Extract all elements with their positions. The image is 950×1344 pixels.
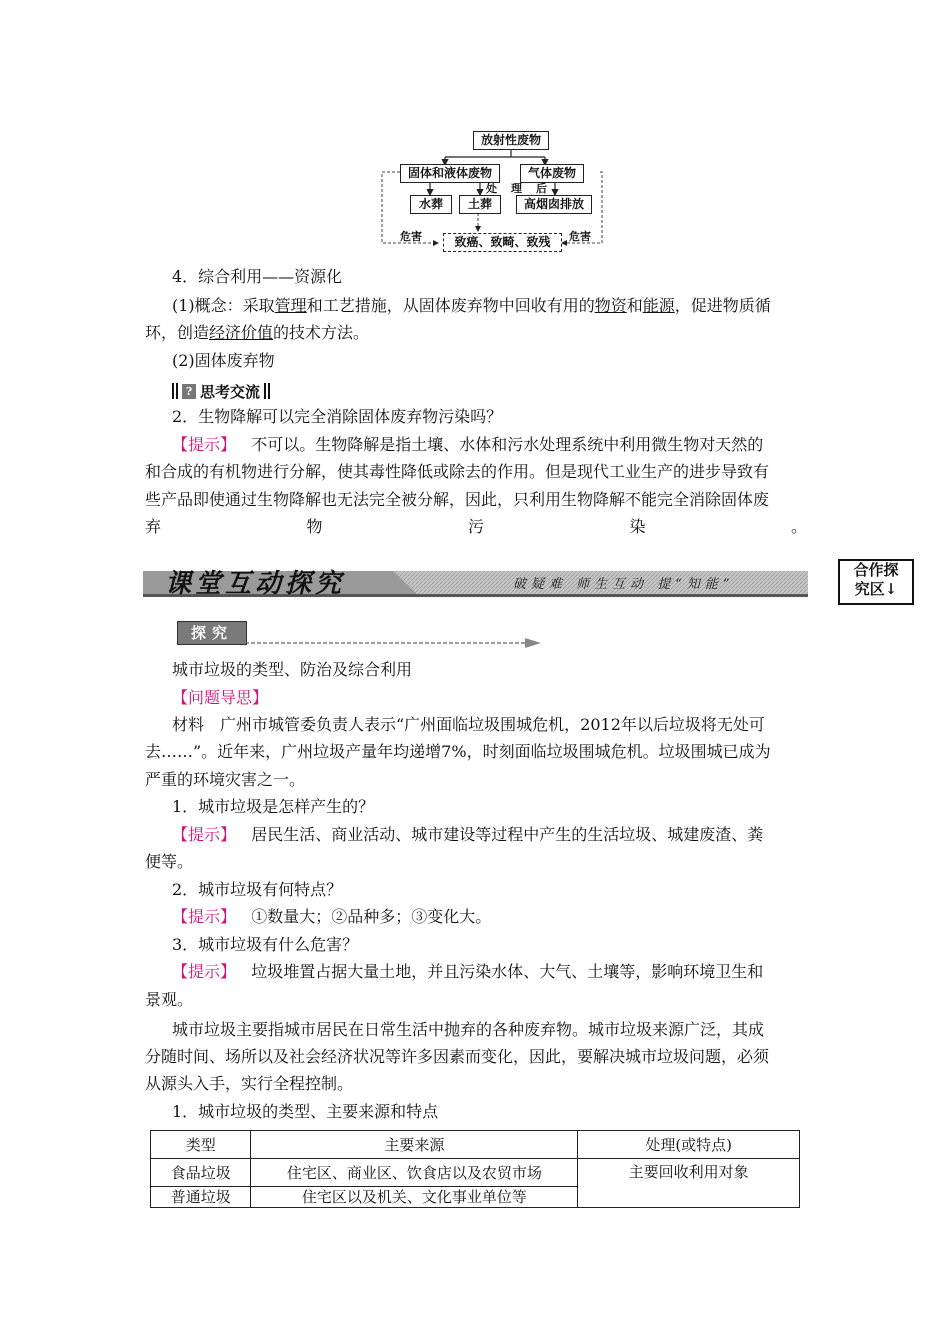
process-label-left: 处 bbox=[486, 182, 497, 195]
solid-waste-subheading: (2)固体废弃物 bbox=[172, 351, 275, 370]
concept-line-2 bbox=[145, 323, 369, 343]
header-source: 主要来源 bbox=[251, 1131, 578, 1159]
table-cell: 食品垃圾 bbox=[151, 1159, 251, 1187]
char: 污 bbox=[467, 517, 484, 536]
table-cell: 普通垃圾 bbox=[151, 1187, 251, 1208]
hint-label: 【提示】 bbox=[172, 435, 237, 454]
think-question: 2．生物降解可以完全消除固体废弃物污染吗？ bbox=[172, 407, 503, 426]
table-row bbox=[151, 1159, 800, 1187]
banner-title: 课堂互动探究 bbox=[165, 569, 346, 597]
hint-label: 【提示】 bbox=[172, 907, 237, 926]
concept-text-c: 和 bbox=[626, 296, 643, 315]
solid-liquid-waste-box: 固体和液体废物 bbox=[400, 164, 500, 183]
cancer-result-box: 致癌、致畸、致残 bbox=[443, 233, 562, 252]
garbage-type-table bbox=[150, 1130, 800, 1208]
table-cell: 住宅区以及机关、文化事业单位等 bbox=[251, 1187, 578, 1208]
process-label-after: 后 bbox=[536, 182, 547, 195]
hint-label: 【提示】 bbox=[172, 825, 237, 844]
material-line-1: 材料 广州市城管委负责人表示“广州面临垃圾围城危机，2012年以后垃圾将无处可 bbox=[172, 715, 765, 734]
question-icon: ? bbox=[182, 384, 196, 399]
concept-text-b: 和工艺措施，从固体废弃物中回收有用的 bbox=[306, 296, 595, 315]
concept-text-e: 环，创造 bbox=[145, 323, 210, 342]
banner-subtitle: 破疑难 师生互动 提“知能” bbox=[513, 577, 735, 592]
question-2: 2．城市垃圾有何特点？ bbox=[172, 880, 343, 899]
answer-2-text: ①数量大；②品种多；③变化大。 bbox=[251, 907, 492, 926]
soil-burial-box: 土葬 bbox=[459, 195, 501, 214]
question-3: 3．城市垃圾有什么危害？ bbox=[172, 935, 359, 954]
think-answer-text-1: 不可以。生物降解是指土壤、水体和污水处理系统中利用微生物对天然的 bbox=[251, 435, 764, 454]
process-label-right: 理 bbox=[511, 182, 522, 195]
concept-text-f: 的技术方法。 bbox=[273, 323, 370, 342]
explore-topic: 城市垃圾的类型、防治及综合利用 bbox=[172, 660, 413, 679]
char: 染 bbox=[629, 517, 646, 536]
underline-energy: 能源 bbox=[642, 296, 675, 315]
think-exchange-label bbox=[172, 380, 270, 402]
summary-line-3: 从源头入手，实行全程控制。 bbox=[145, 1074, 354, 1093]
explore-tag: 探究 bbox=[177, 621, 247, 645]
section4-heading: 4．综合利用——资源化 bbox=[172, 267, 343, 286]
answer-3-line-1 bbox=[172, 962, 763, 982]
coop-line-1: 合作探 bbox=[853, 561, 899, 579]
underline-materials: 物资 bbox=[594, 296, 627, 315]
question-guide: 【问题导思】 bbox=[172, 688, 269, 707]
header-type: 类型 bbox=[151, 1131, 251, 1159]
material-line-3: 严重的环境灾害之一。 bbox=[145, 770, 306, 789]
table-header-row bbox=[151, 1131, 800, 1159]
hint-label: 【提示】 bbox=[172, 962, 237, 981]
answer-1-line-2: 便等。 bbox=[145, 852, 194, 871]
summary-line-1: 城市垃圾主要指城市居民在日常生活中抛弃的各种废弃物。城市垃圾来源广泛，其成 bbox=[172, 1020, 765, 1039]
answer-3-text: 垃圾堆置占据大量土地，并且污染水体、大气、土壤等，影响环境卫生和 bbox=[251, 962, 764, 981]
table-cell: 住宅区、商业区、饮食店以及农贸市场 bbox=[251, 1159, 578, 1187]
char: 弃 bbox=[145, 517, 162, 536]
answer-3-line-2: 景观。 bbox=[145, 990, 194, 1009]
char: 物 bbox=[306, 517, 323, 536]
table-cell: 主要回收利用对象 bbox=[578, 1159, 800, 1208]
question-1: 1．城市垃圾是怎样产生的？ bbox=[172, 797, 375, 816]
underline-management: 管理 bbox=[274, 296, 307, 315]
underline-economic-value: 经济价值 bbox=[209, 323, 274, 342]
concept-text-d: ，促进物质循 bbox=[674, 296, 771, 315]
water-burial-box: 水葬 bbox=[410, 195, 452, 214]
answer-1-line-1 bbox=[172, 825, 763, 845]
explore-arrow bbox=[245, 637, 545, 649]
radioactive-waste-box: 放射性废物 bbox=[473, 131, 549, 150]
header-treatment: 处理(或特点) bbox=[578, 1131, 800, 1159]
concept-line-1 bbox=[172, 296, 771, 316]
summary-line-2: 分随时间、场所以及社会经济状况等许多因素而变化，因此，要解决城市垃圾问题，必须 bbox=[145, 1047, 770, 1066]
coop-line-2: 究区↓ bbox=[854, 580, 898, 598]
gas-waste-box: 气体废物 bbox=[520, 164, 584, 183]
harm-label-right: 危害 bbox=[569, 230, 591, 243]
think-answer-line-1 bbox=[172, 435, 763, 455]
chimney-emission-box: 高烟囱排放 bbox=[516, 195, 592, 214]
material-line-2: 去……”。近年来，广州垃圾产量年均递增7%，时刻面临垃圾围城危机。垃圾围城已成为 bbox=[145, 742, 771, 761]
think-exchange-text: 思考交流 bbox=[200, 382, 261, 401]
cooperative-explore-badge bbox=[838, 559, 914, 605]
classroom-banner bbox=[143, 561, 808, 597]
think-answer-line-4 bbox=[145, 517, 807, 537]
table-title: 1．城市垃圾的类型、主要来源和特点 bbox=[172, 1102, 439, 1121]
answer-2 bbox=[172, 907, 491, 927]
concept-text-a: (1)概念：采取 bbox=[172, 296, 275, 315]
think-answer-line-2: 和合成的有机物进行分解，使其毒性降低或除去的作用。但是现代工业生产的进步导致有 bbox=[145, 462, 770, 481]
think-answer-line-3: 些产品即使通过生物降解也无法完全被分解，因此，只利用生物降解不能完全消除固体废 bbox=[145, 490, 770, 509]
answer-1-text: 居民生活、商业活动、城市建设等过程中产生的生活垃圾、城建废渣、粪 bbox=[251, 825, 764, 844]
harm-label-left: 危害 bbox=[400, 230, 422, 243]
char: 。 bbox=[790, 517, 807, 536]
